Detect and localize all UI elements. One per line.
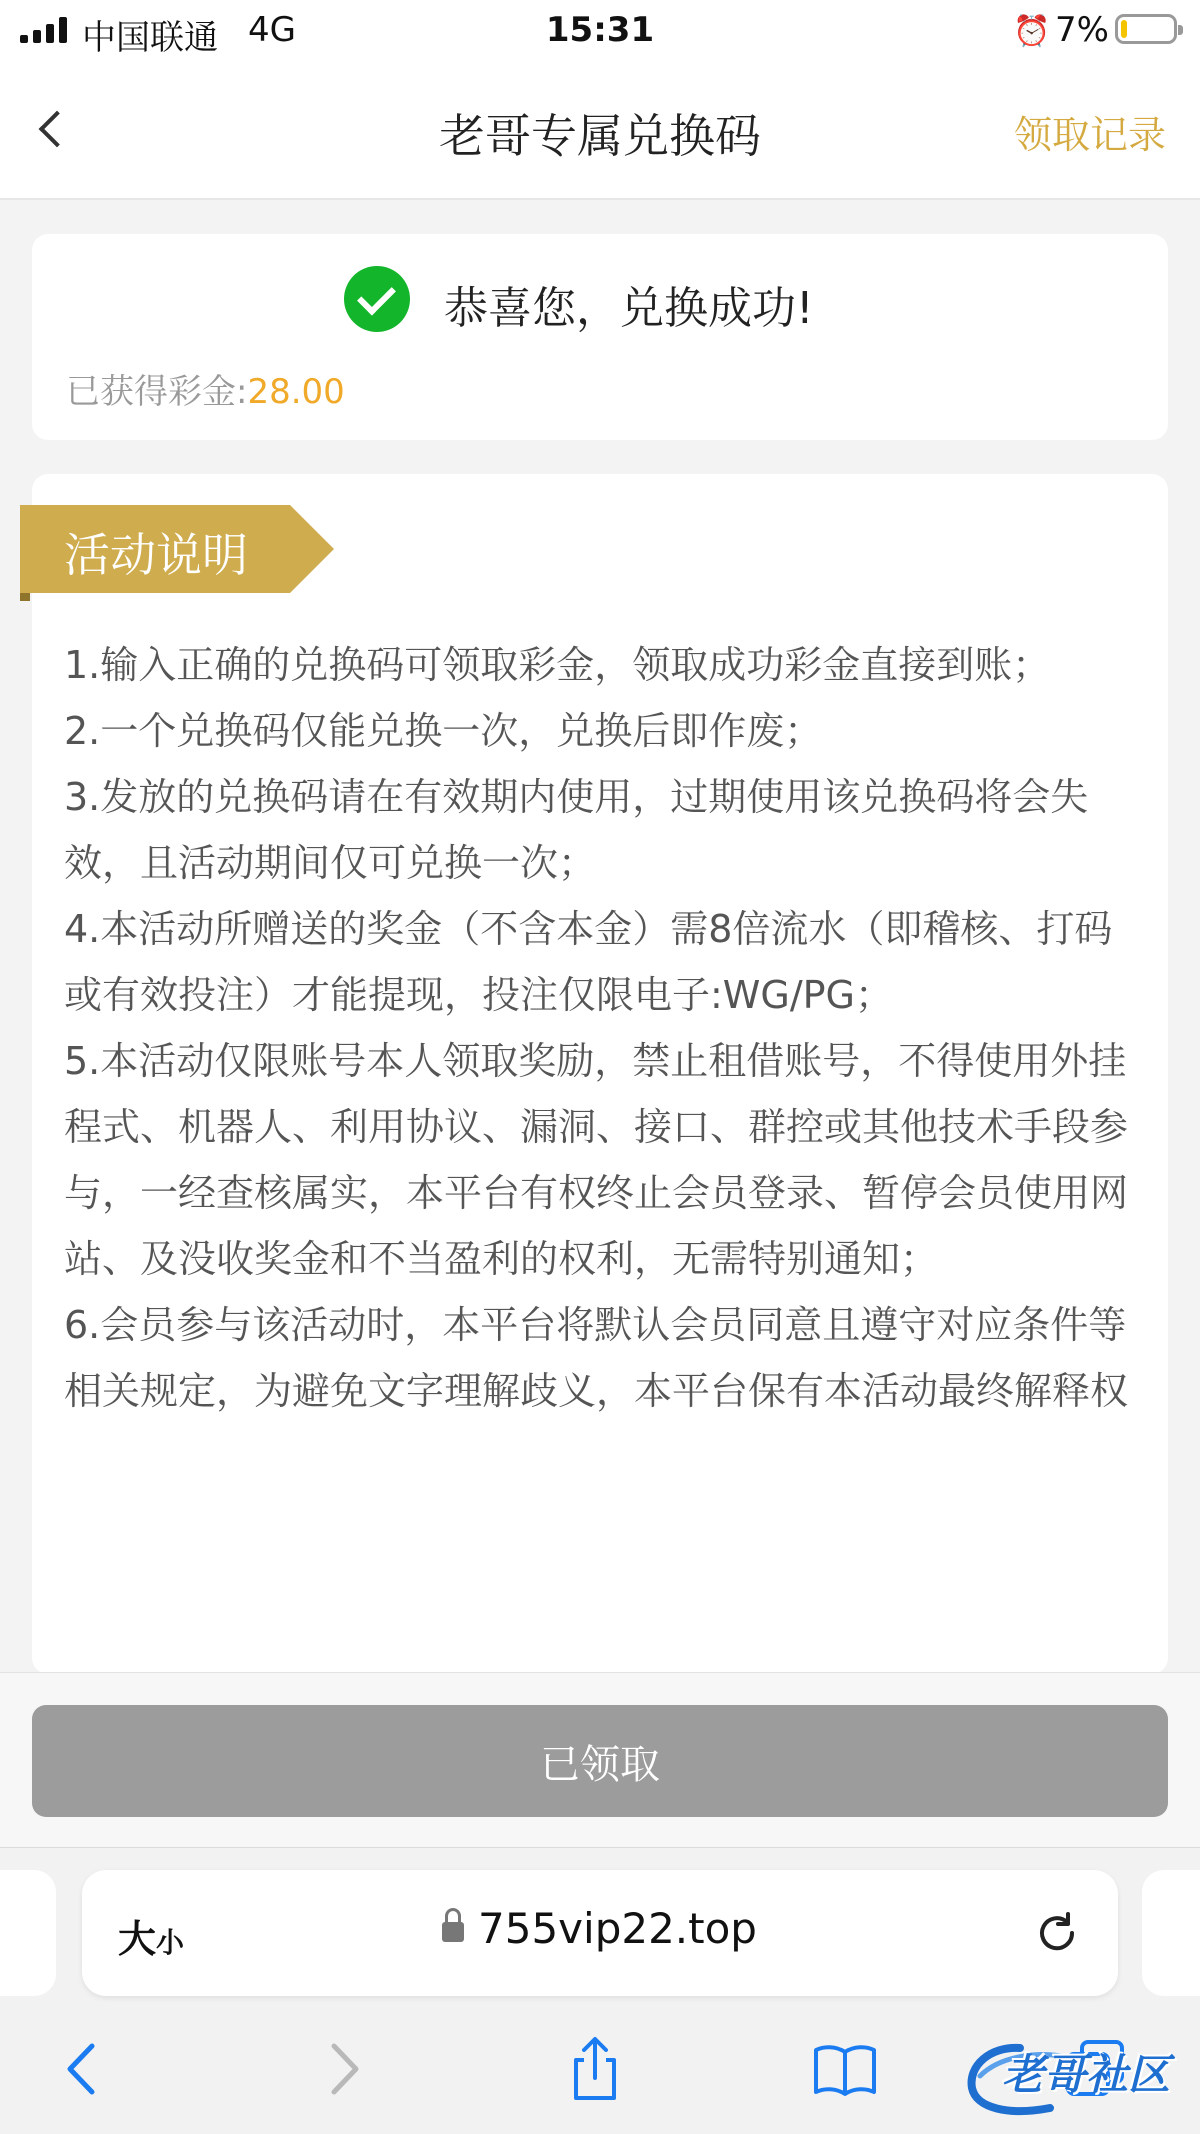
success-message: 恭喜您，兑换成功! bbox=[444, 283, 814, 334]
battery-icon bbox=[1115, 14, 1177, 44]
reward-value: 28.00 bbox=[247, 372, 345, 412]
text-size-small: 小 bbox=[156, 1926, 185, 1959]
previous-tab-preview[interactable] bbox=[0, 1870, 56, 1996]
status-bar bbox=[0, 0, 1200, 62]
browser-back-icon[interactable] bbox=[48, 2034, 118, 2104]
battery-percent: 7% bbox=[1055, 10, 1109, 50]
network-type: 4G bbox=[248, 10, 296, 50]
carrier-name: 中国联通 bbox=[82, 18, 218, 58]
rules-list bbox=[64, 632, 1144, 1424]
rule-item: 6.会员参与该活动时，本平台将默认会员同意且遵守对应条件等相关规定，为避免文字理解歧义，本平台保有本活动最终解释权 bbox=[64, 1303, 1129, 1413]
url-text[interactable]: 755vip22.top bbox=[478, 1904, 757, 1953]
watermark-text: 老哥社区 bbox=[1002, 2050, 1171, 2099]
browser-forward-icon[interactable] bbox=[308, 2034, 378, 2104]
success-card bbox=[32, 234, 1168, 440]
text-size-button[interactable] bbox=[118, 1908, 184, 1963]
alarm-icon: ⏰ bbox=[1013, 14, 1051, 49]
rule-item: 2.一个兑换码仅能兑换一次，兑换后即作废； bbox=[64, 709, 823, 753]
claim-records-link[interactable]: 领取记录 bbox=[1013, 113, 1166, 157]
rules-card bbox=[32, 474, 1168, 1674]
check-circle-icon bbox=[344, 266, 410, 332]
next-tab-preview[interactable] bbox=[1142, 1870, 1200, 1996]
rules-heading: 活动说明 bbox=[64, 528, 248, 582]
page-title: 老哥专属兑换码 bbox=[439, 109, 761, 163]
share-icon[interactable] bbox=[560, 2034, 630, 2104]
bookmarks-icon[interactable] bbox=[810, 2034, 880, 2104]
reward-label: 已获得彩金: bbox=[66, 372, 248, 412]
reload-icon[interactable] bbox=[1034, 1910, 1080, 1956]
reward-line bbox=[66, 364, 345, 413]
status-time: 15:31 bbox=[545, 10, 655, 50]
nav-bar bbox=[0, 62, 1200, 200]
text-size-large: 大 bbox=[118, 1917, 157, 1961]
lock-icon bbox=[442, 1918, 464, 1944]
claimed-button[interactable]: 已领取 bbox=[32, 1705, 1168, 1817]
rule-item: 1.输入正确的兑换码可领取彩金，领取成功彩金直接到账； bbox=[64, 643, 1051, 687]
action-area bbox=[0, 1672, 1200, 1848]
rule-item: 3.发放的兑换码请在有效期内使用，过期使用该兑换码将会失效，且活动期间仅可兑换一次； bbox=[64, 775, 1089, 885]
rule-item: 5.本活动仅限账号本人领取奖励，禁止租借账号，不得使用外挂程式、机器人、利用协议、漏洞、接口、群控或其他技术手段参与，一经查核属实，本平台有权终止会员登录、暂停会员使用网站、及没收奖金和不当盈利的权利，无需特别通知； bbox=[64, 1039, 1129, 1281]
watermark-logo bbox=[960, 2036, 1190, 2126]
rules-heading-ribbon bbox=[20, 505, 334, 601]
address-bar[interactable] bbox=[82, 1870, 1118, 1996]
rule-item: 4.本活动所赠送的奖金（不含本金）需8倍流水（即稽核、打码或有效投注）才能提现，投注仅限电子:WG/PG； bbox=[64, 907, 1113, 1017]
